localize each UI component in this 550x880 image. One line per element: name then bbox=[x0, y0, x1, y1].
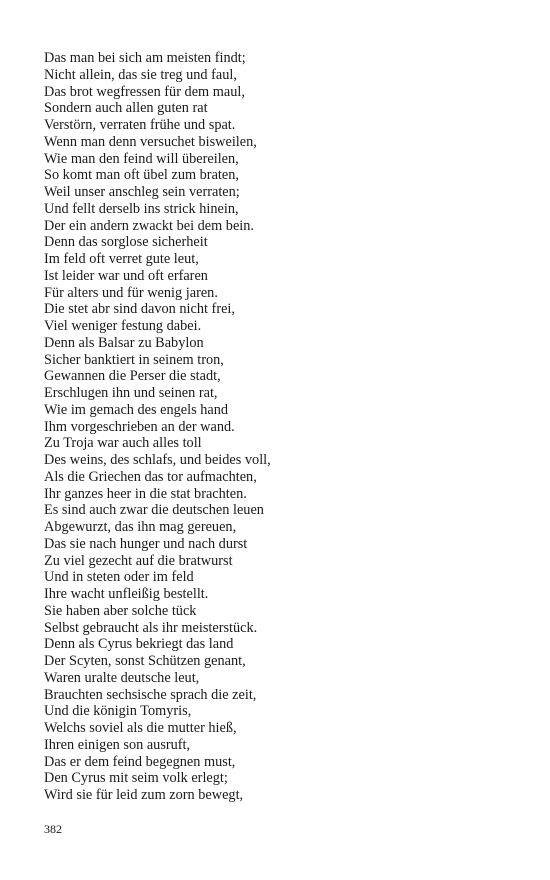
poem-line: Weil unser anschleg sein verraten; bbox=[44, 184, 240, 200]
poem-line: Zu viel gezecht auf die bratwurst bbox=[44, 552, 233, 569]
poem-line: Das man bei sich am meisten findt; bbox=[44, 50, 246, 66]
poem-text bbox=[44, 50, 514, 804]
poem-line: Zu Troja war auch alles toll bbox=[44, 435, 202, 452]
poem-line: Für alters und für wenig jaren. bbox=[44, 284, 218, 301]
poem-line: Erschlugen ihn und seinen rat, bbox=[44, 385, 218, 401]
poem-line: Sicher banktiert in seinem tron, bbox=[44, 351, 224, 368]
poem-line: Ihren einigen son ausruft, bbox=[44, 736, 191, 753]
poem-line: Und die königin Tomyris, bbox=[44, 703, 192, 720]
poem-line: Verstörn, verraten frühe und spat. bbox=[44, 117, 236, 133]
poem-line: Im feld oft verret gute leut, bbox=[44, 251, 199, 267]
poem-line: Ihm vorgeschrieben an der wand. bbox=[44, 418, 235, 435]
poem-line: Das sie nach hunger und nach durst bbox=[44, 535, 248, 552]
poem-line: So komt man oft übel zum braten, bbox=[44, 167, 239, 184]
poem-line: Denn das sorglose sicherheit bbox=[44, 234, 208, 251]
poem-line: Denn als Cyrus bekriegt das land bbox=[44, 636, 234, 653]
poem-line: Wird sie für leid zum zorn bewegt, bbox=[44, 787, 244, 803]
poem-line: Abgewurzt, das ihn mag gereuen, bbox=[44, 519, 237, 535]
poem-line: Ihr ganzes heer in die stat brachten. bbox=[44, 485, 247, 502]
poem-line: Den Cyrus mit seim volk erlegt; bbox=[44, 770, 228, 787]
poem-line: Selbst gebraucht als ihr meisterstück. bbox=[44, 619, 258, 636]
poem-line: Wenn man denn versuchet bisweilen, bbox=[44, 133, 257, 150]
poem-line: Das er dem feind begegnen must, bbox=[44, 753, 236, 770]
poem-line: Sondern auch allen guten rat bbox=[44, 100, 208, 117]
poem-line: Sie haben aber solche tück bbox=[44, 602, 197, 619]
poem-line: Als die Griechen das tor aufmachten, bbox=[44, 468, 257, 485]
poem-line: Denn als Balsar zu Babylon bbox=[44, 334, 204, 351]
poem-line: Und fellt derselb ins strick hinein, bbox=[44, 200, 239, 217]
page-number: 382 bbox=[44, 822, 62, 836]
poem-line: Und in steten oder im feld bbox=[44, 569, 194, 586]
poem-line: Waren uralte deutsche leut, bbox=[44, 669, 200, 686]
poem-line: Gewannen die Perser die stadt, bbox=[44, 368, 221, 385]
poem-line: Welchs soviel als die mutter hieß, bbox=[44, 720, 237, 736]
poem-line: Ist leider war und oft erfaren bbox=[44, 267, 208, 284]
poem-line: Ihre wacht unfleißig bestellt. bbox=[44, 586, 209, 602]
poem-line: Der Scyten, sonst Schützen genant, bbox=[44, 653, 246, 669]
poem-line: Wie im gemach des engels hand bbox=[44, 401, 229, 418]
poem-line: Viel weniger festung dabei. bbox=[44, 318, 202, 334]
poem-line: Das brot wegfressen für dem maul, bbox=[44, 83, 245, 100]
poem-line: Des weins, des schlafs, und beides voll, bbox=[44, 452, 271, 468]
poem-line: Nicht allein, das sie treg und faul, bbox=[44, 66, 237, 83]
poem-line: Brauchten sechsische sprach die zeit, bbox=[44, 686, 257, 703]
poem-line: Der ein andern zwackt bei dem bein. bbox=[44, 217, 254, 234]
poem-line: Die stet abr sind davon nicht frei, bbox=[44, 301, 235, 318]
poem-line: Wie man den feind will übereilen, bbox=[44, 150, 239, 167]
poem-line: Es sind auch zwar die deutschen leuen bbox=[44, 502, 264, 519]
